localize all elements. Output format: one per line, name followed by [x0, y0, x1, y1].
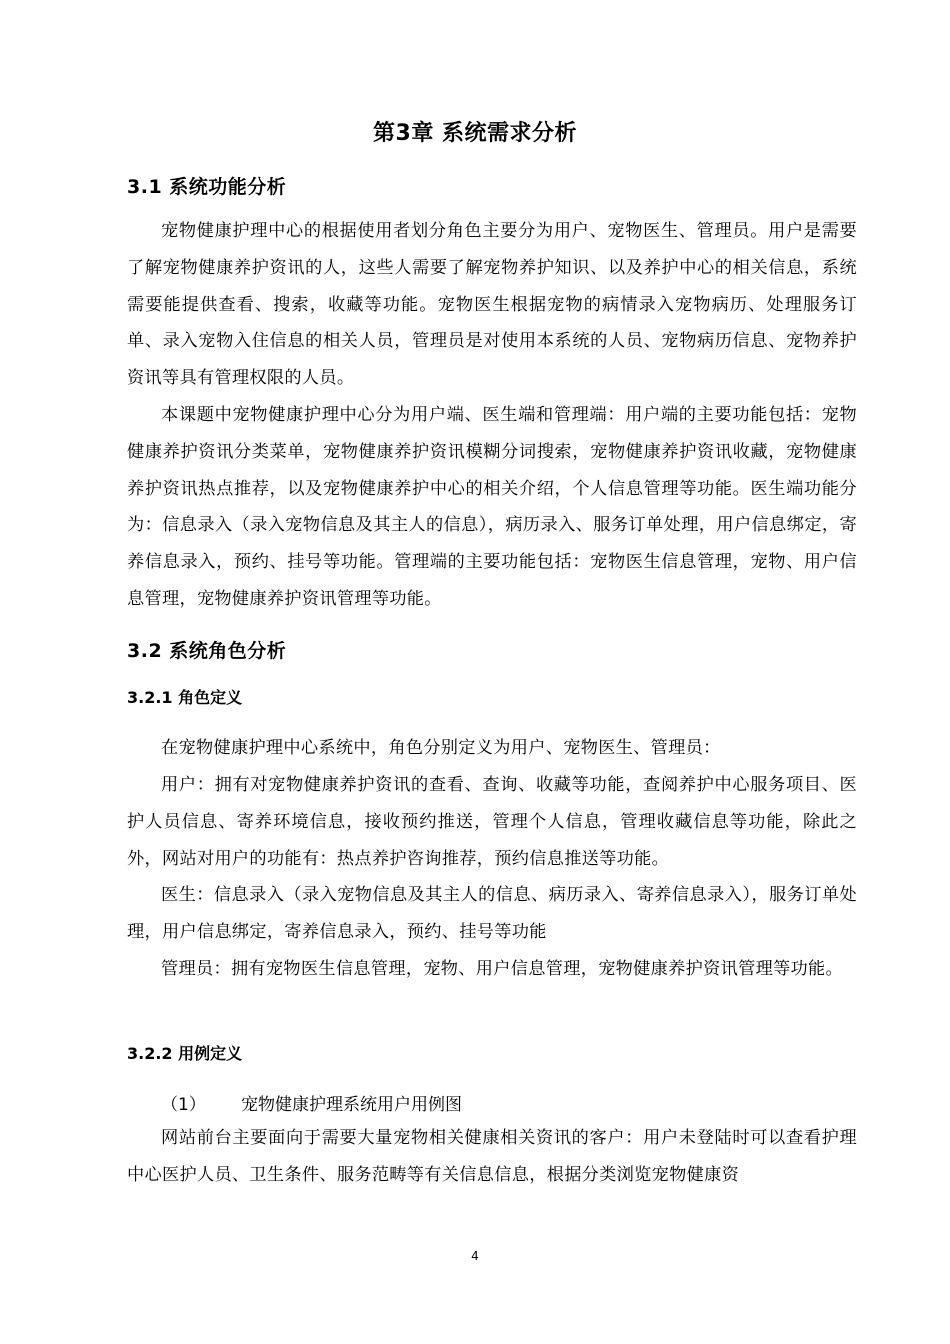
- section-heading-3-2: 3.2 系统角色分析: [127, 640, 287, 662]
- list-item-user-usecase: [161, 1090, 462, 1115]
- chapter-title: 第3章 系统需求分析: [373, 121, 577, 146]
- list-item-number: （1）: [161, 1095, 206, 1115]
- paragraph-admin-role: 管理员：拥有宠物医生信息管理，宠物、用户信息管理，宠物健康养护资讯管理等功能。: [161, 959, 844, 979]
- subsection-heading-3-2-2: 3.2.2 用例定义: [127, 1044, 243, 1063]
- page-number: 4: [471, 1249, 479, 1263]
- list-item-text: 宠物健康护理系统用户用例图: [241, 1095, 462, 1115]
- subsection-heading-3-2-1: 3.2.1 角色定义: [127, 688, 243, 707]
- paragraph-role-definition-intro: 在宠物健康护理中心系统中，角色分别定义为用户、宠物医生、管理员：: [161, 738, 721, 758]
- paragraph-function-overview: 本课题中宠物健康护理中心分为用户端、医生端和管理端：用户端的主要功能包括：宠物健康养护资讯分类菜单，宠物健康养护资讯模糊分词搜索，宠物健康养护资讯收藏，宠物健康养护资讯热点推荐，以及宠物健康养护中心的相关介绍，个人信息管理等功能。医生端功能分为：信息录入（录入宠物信息及其主人的信息），病历录入、服务订单处理，用户信息绑定，寄养信息录入，预约、挂号等功能。管理端的主要功能包括：宠物医生信息管理，宠物、用户信息管理，宠物健康养护资讯管理等功能。: [127, 405, 857, 609]
- section-heading-3-1: 3.1 系统功能分析: [127, 176, 287, 198]
- paragraph-role-overview: 宠物健康护理中心的根据使用者划分角色主要分为用户、宠物医生、管理员。用户是需要了解宠物健康养护资讯的人，这些人需要了解宠物养护知识、以及养护中心的相关信息，系统需要能提供查看、搜索，收藏等功能。宠物医生根据宠物的病情录入宠物病历、处理服务订单、录入宠物入住信息的相关人员，管理员是对使用本系统的人员、宠物病历信息、宠物养护资讯等具有管理权限的人员。: [127, 221, 857, 389]
- paragraph-user-role: 用户：拥有对宠物健康养护资讯的查看、查询、收藏等功能，查阅养护中心服务项目、医护人员信息、寄养环境信息，接收预约推送，管理个人信息，管理收藏信息等功能，除此之外，网站对用户的功能有：热点养护咨询推荐，预约信息推送等功能。: [127, 775, 857, 869]
- paragraph-frontend-usecase: 网站前台主要面向于需要大量宠物相关健康相关资讯的客户：用户未登陆时可以查看护理中心医护人员、卫生条件、服务范畴等有关信息信息，根据分类浏览宠物健康资: [127, 1128, 857, 1185]
- paragraph-doctor-role: 医生：信息录入（录入宠物信息及其主人的信息、病历录入、寄养信息录入），服务订单处理，用户信息绑定，寄养信息录入，预约、挂号等功能: [127, 885, 857, 942]
